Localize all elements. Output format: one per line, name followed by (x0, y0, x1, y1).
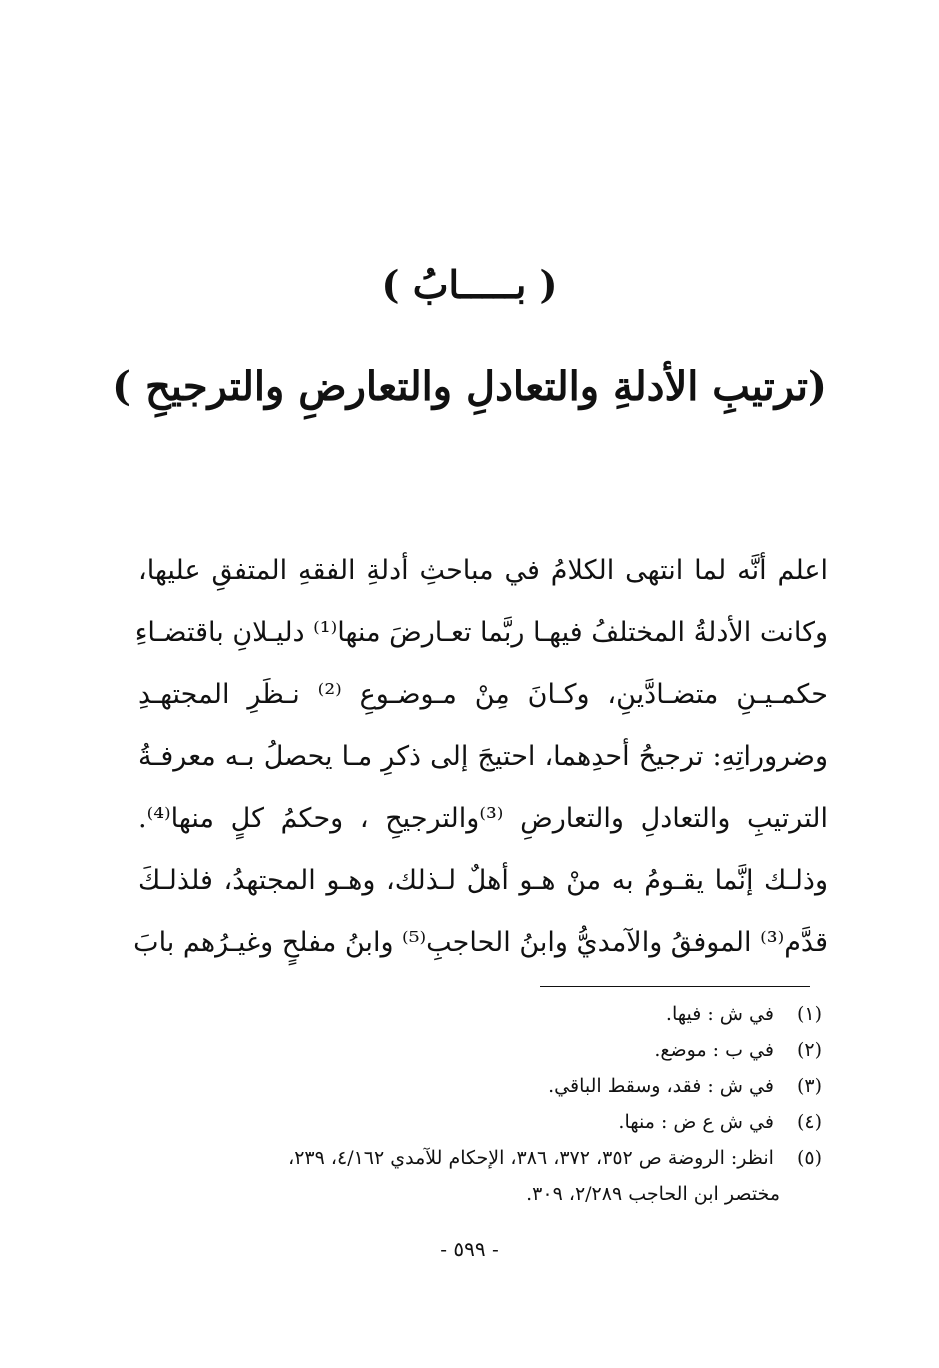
body-line: قدَّم⁽³⁾ الموفقُ والآمديُّ وابنُ الحاجبِ⁽⁵⁾ وابنُ مفلحٍ وغيـرُهم بابَ (133, 927, 828, 958)
footnote-number: (١) (796, 1003, 822, 1025)
footnote (140, 1032, 822, 1068)
body-line: وضروراتِهِ: ترجيحُ أحدِهما، احتيجَ إلى ذكرِ مـا يحصلُ بـه معرفـةُ (138, 741, 828, 772)
footnote-text: انظر: الروضة ص ٣٥٢، ٣٧٢، ٣٨٦، الإحكام للآمدي ٤/١٦٢، ٢٣٩، (288, 1147, 774, 1169)
footnote-number: (٤) (796, 1111, 822, 1133)
footnote-text: في ش ع ض : منها. (618, 1111, 774, 1133)
body-line: اعلم أنَّه لما انتهى الكلامُ في مباحثِ أدلةِ الفقهِ المتفقِ عليها، (138, 555, 828, 586)
chapter-label: ( بـــــابُ ) (381, 262, 558, 307)
body-line: وكانت الأدلةُ المختلفُ فيهـا ربَّما تعـارضَ منها⁽¹⁾ دليـلانِ باقتضـاءِ (134, 617, 828, 648)
body-line: حكمـيـنِ متضـادَّينِ، وكـانَ مِنْ مـوضـوعِ ⁽²⁾ نـظَرِ المجتهـدِ (138, 679, 828, 710)
footnote-number: (٣) (796, 1075, 822, 1097)
body-paragraph (133, 540, 829, 974)
footnote (140, 996, 822, 1032)
body-line: وذلـك إنَّما يقـومُ به منْ هـو أهلٌ لـذلك، وهـو المجتهدُ، فلذلـكَ (138, 865, 828, 896)
footnote-text: في ش : فيها. (665, 1003, 774, 1025)
footnote-number: (٢) (796, 1039, 822, 1061)
footnote-text: في ش : فقد، وسقط الباقي. (548, 1075, 774, 1097)
page-number: - ٥٩٩ - (440, 1237, 499, 1261)
footnote (140, 1068, 822, 1104)
footnote-continuation: مختصر ابن الحاجب ٢/٢٨٩، ٣٠٩. (526, 1183, 780, 1205)
body-line: الترتيبِ والتعادلِ والتعارضِ ⁽³⁾والترجيحِ ، وحكمُ كلٍ منها⁽⁴⁾. (138, 803, 829, 834)
chapter-title: (ترتيبِ الأدلةِ والتعادلِ والتعارضِ والترجيحِ ) (112, 363, 827, 410)
footnote (140, 1104, 822, 1140)
footnotes (140, 996, 822, 1212)
footnote-text: في ب : موضع. (654, 1039, 774, 1061)
footnote-separator (540, 986, 810, 987)
footnote-number: (٥) (796, 1147, 822, 1169)
footnote (140, 1140, 822, 1176)
